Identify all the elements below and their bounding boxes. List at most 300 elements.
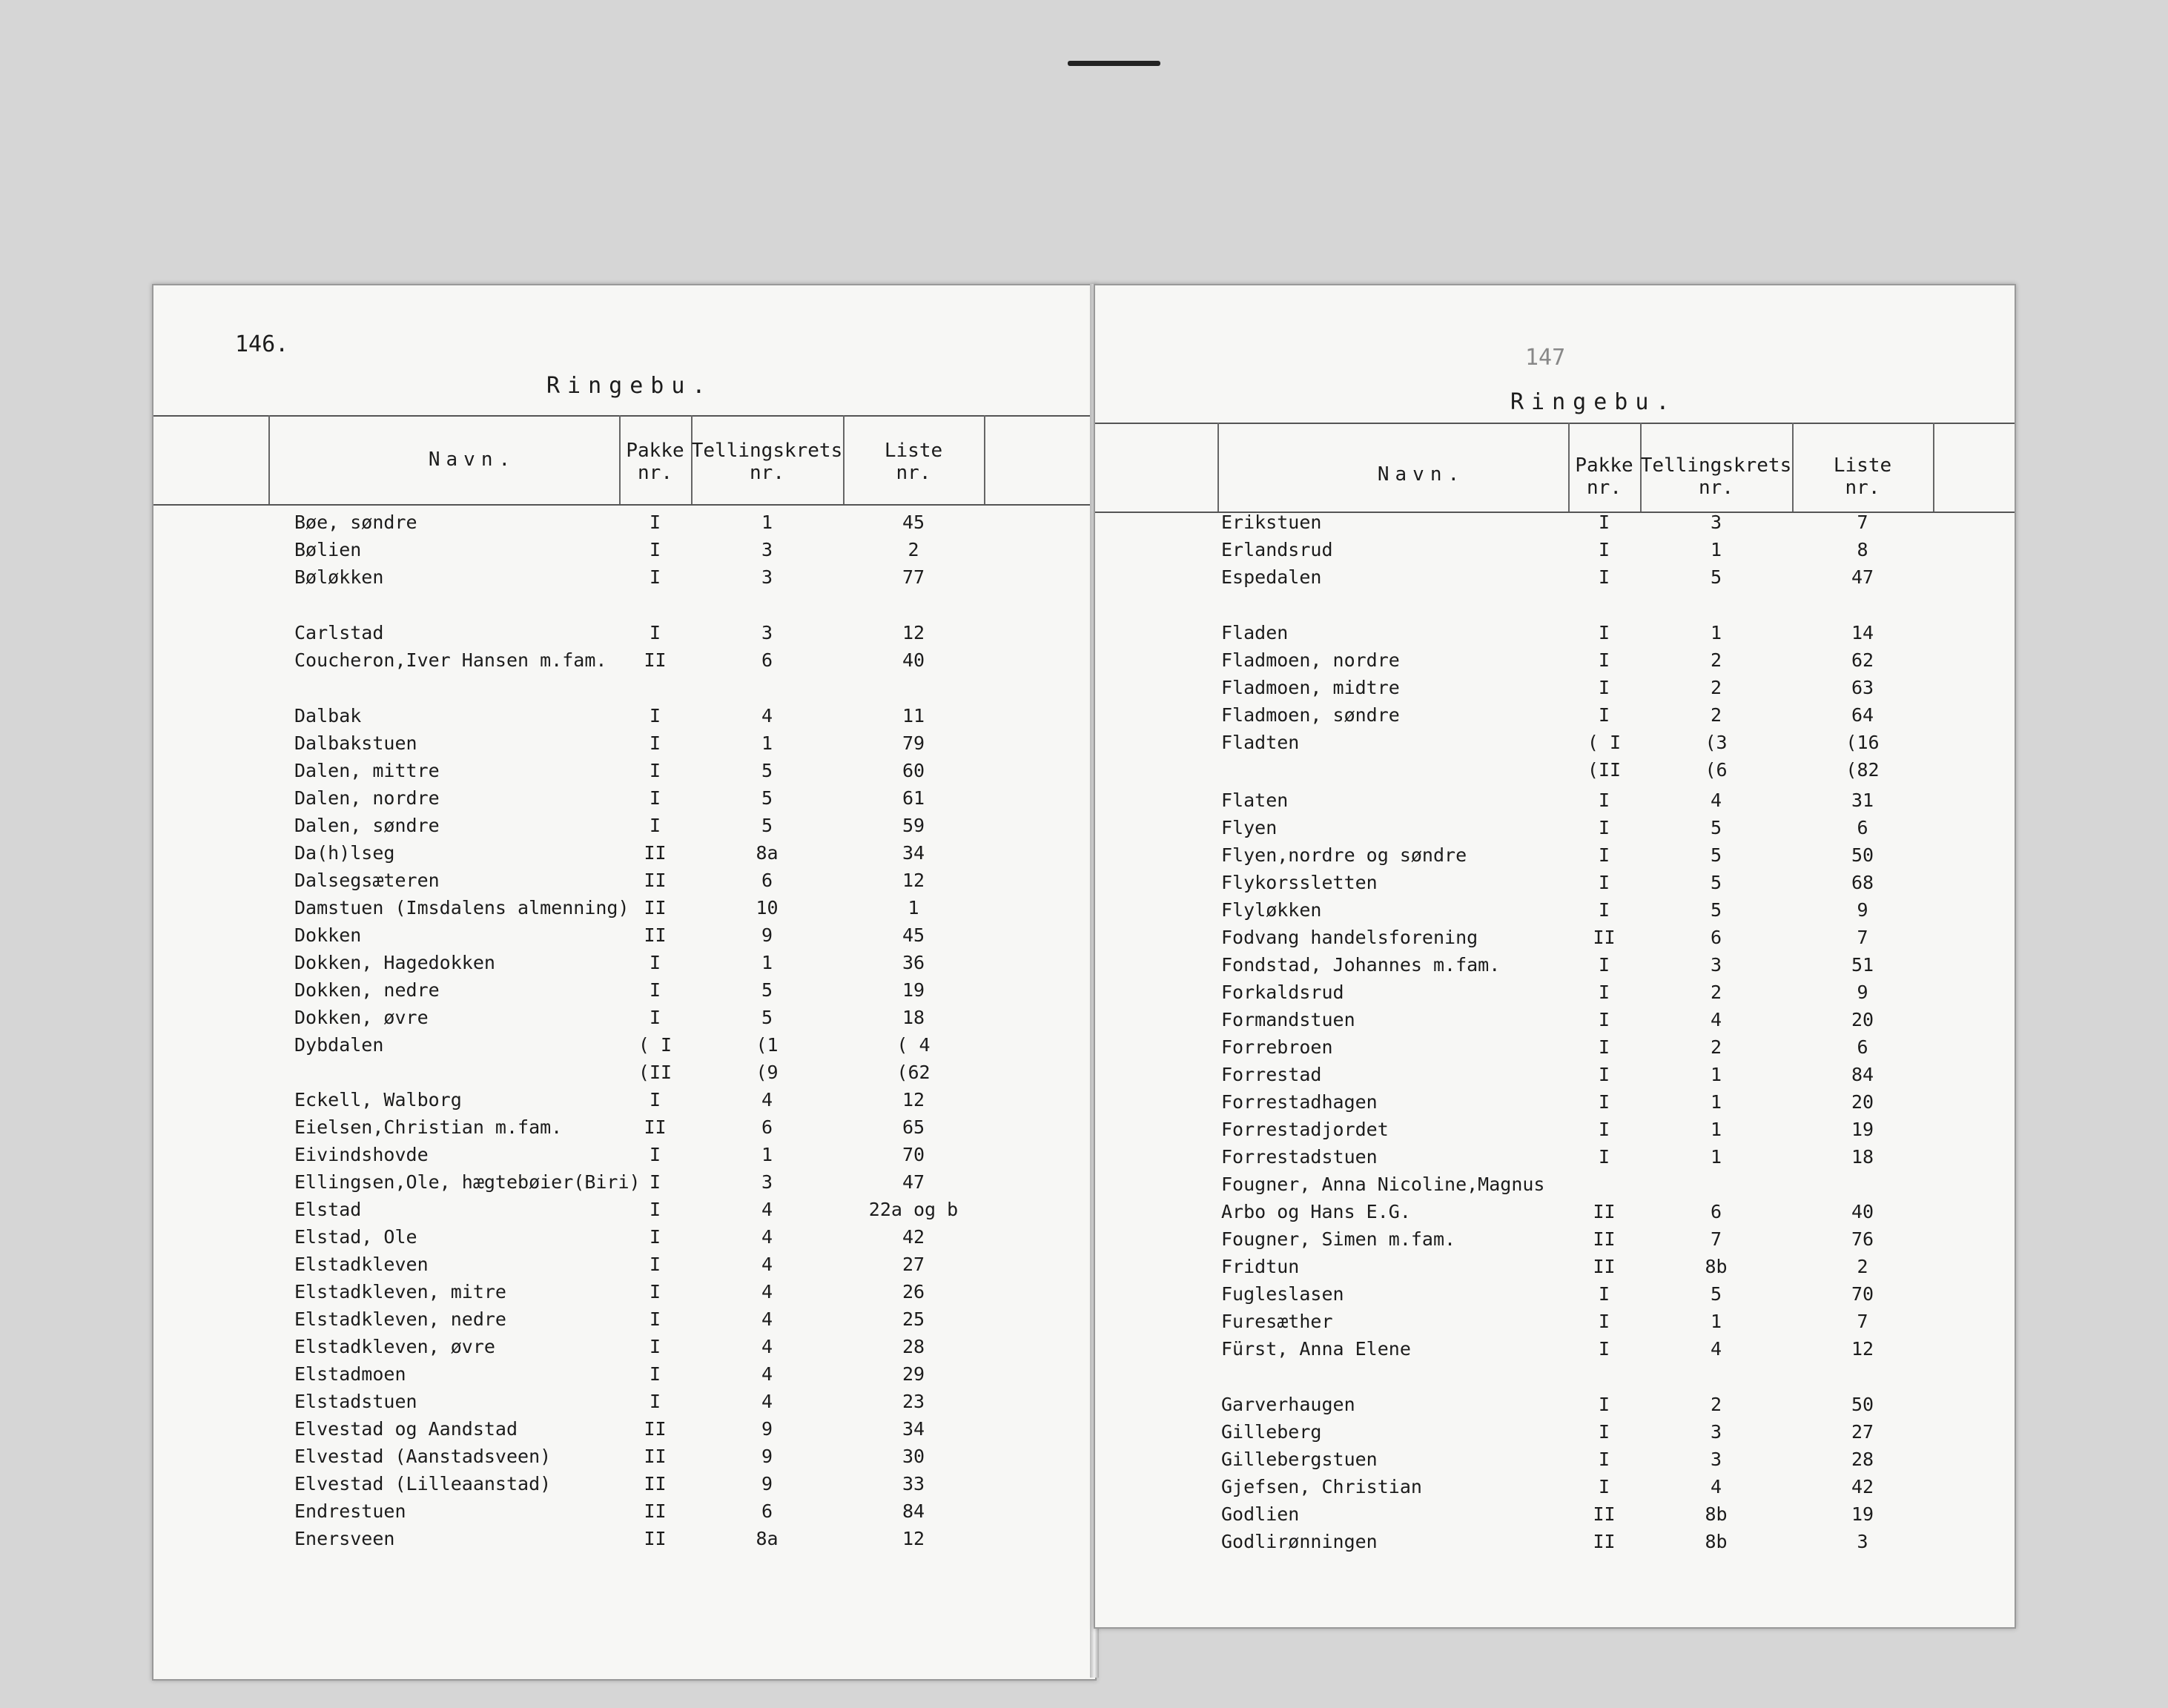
- table-row: [1095, 1174, 2015, 1200]
- table-row: [153, 1199, 1095, 1225]
- table-row: [1095, 899, 2015, 926]
- liste-cell: 2: [1857, 1256, 1868, 1277]
- pakke-cell: I: [1598, 790, 1610, 811]
- liste-cell: 27: [1851, 1421, 1874, 1443]
- krets-cell: (3: [1705, 732, 1728, 753]
- table-row: [153, 952, 1095, 979]
- krets-cell: 2: [1710, 677, 1722, 698]
- table-row: [1095, 1009, 2015, 1036]
- pakke-cell: I: [649, 1254, 661, 1275]
- pakke-cell: II: [644, 897, 667, 918]
- header-tellingskrets: Tellingskrets nr.: [1640, 454, 1792, 499]
- table-row: [153, 1446, 1095, 1472]
- table-row: [1095, 732, 2015, 758]
- krets-cell: 2: [1710, 982, 1722, 1003]
- table-row: [1095, 872, 2015, 898]
- name-cell: Fladmoen, søndre: [1221, 704, 1400, 726]
- liste-cell: 79: [902, 732, 925, 754]
- pakke-cell: I: [649, 1226, 661, 1248]
- liste-cell: 12: [902, 622, 925, 643]
- name-cell: Carlstad: [294, 622, 384, 643]
- name-cell: Bøløkken: [294, 566, 384, 588]
- liste-cell: 19: [902, 979, 925, 1001]
- name-cell: Garverhaugen: [1221, 1394, 1355, 1415]
- table-row: [153, 1062, 1095, 1088]
- table-row: [153, 924, 1095, 951]
- pakke-cell: I: [1598, 1119, 1610, 1140]
- name-cell: Fugleslasen: [1221, 1283, 1344, 1305]
- pakke-cell: I: [649, 1144, 661, 1165]
- table-row: [153, 1254, 1095, 1280]
- book-spread: [152, 284, 2072, 1678]
- page-number: 146.: [235, 331, 289, 357]
- table-row: [1095, 1394, 2015, 1420]
- table-row: [1095, 1146, 2015, 1173]
- krets-cell: 8b: [1705, 1503, 1728, 1525]
- name-cell: Dokken, nedre: [294, 979, 440, 1001]
- column-rule: [984, 415, 985, 504]
- name-cell: Godlirønningen: [1221, 1531, 1378, 1552]
- right-page: [1094, 284, 2016, 1629]
- pakke-cell: I: [1598, 1064, 1610, 1085]
- table-row: [1095, 566, 2015, 593]
- liste-cell: 47: [1851, 566, 1874, 588]
- liste-cell: 19: [1851, 1503, 1874, 1525]
- krets-cell: 5: [761, 787, 773, 809]
- krets-cell: 9: [761, 1446, 773, 1467]
- scan-mark: [1068, 61, 1160, 66]
- liste-cell: 28: [1851, 1449, 1874, 1470]
- table-row: [1095, 954, 2015, 981]
- name-cell: Forkaldsrud: [1221, 982, 1344, 1003]
- liste-cell: 61: [902, 787, 925, 809]
- liste-cell: 42: [902, 1226, 925, 1248]
- pakke-cell: I: [649, 815, 661, 836]
- liste-cell: (16: [1845, 732, 1880, 753]
- liste-cell: 7: [1857, 927, 1868, 948]
- header-tellingskrets: Tellingskrets nr.: [691, 440, 843, 484]
- table-row: [1095, 1091, 2015, 1118]
- table-row: [1095, 512, 2015, 538]
- pakke-cell: I: [649, 979, 661, 1001]
- table-row: [1095, 1421, 2015, 1448]
- pakke-cell: II: [644, 870, 667, 891]
- krets-cell: 9: [761, 1473, 773, 1494]
- liste-cell: 12: [1851, 1338, 1874, 1360]
- liste-cell: 70: [1851, 1283, 1874, 1305]
- pakke-cell: I: [1598, 872, 1610, 893]
- name-cell: Elstadstuen: [294, 1391, 417, 1412]
- krets-cell: (9: [756, 1062, 779, 1083]
- pakke-cell: II: [644, 1446, 667, 1467]
- krets-cell: 5: [1710, 566, 1722, 588]
- name-cell: Flyløkken: [1221, 899, 1322, 921]
- krets-cell: 4: [761, 1199, 773, 1220]
- header-navn: Navn.: [428, 448, 517, 471]
- pakke-cell: I: [1598, 899, 1610, 921]
- krets-cell: 6: [761, 649, 773, 671]
- name-cell: Erikstuen: [1221, 512, 1322, 533]
- krets-cell: 2: [1710, 1036, 1722, 1058]
- name-cell: Dokken: [294, 924, 362, 946]
- liste-cell: (82: [1845, 759, 1880, 781]
- name-cell: Fladen: [1221, 622, 1289, 643]
- liste-cell: 9: [1857, 982, 1868, 1003]
- krets-cell: 1: [1710, 1146, 1722, 1168]
- name-cell: Elvestad (Lilleaanstad): [294, 1473, 552, 1494]
- header-pakke: Pakke nr.: [626, 440, 684, 484]
- pakke-cell: I: [1598, 982, 1610, 1003]
- table-row: [1095, 817, 2015, 844]
- name-cell: Forrestadhagen: [1221, 1091, 1378, 1113]
- liste-cell: 26: [902, 1281, 925, 1302]
- table-row: [1095, 704, 2015, 731]
- table-row: [153, 1171, 1095, 1198]
- liste-cell: 47: [902, 1171, 925, 1193]
- liste-cell: 29: [902, 1363, 925, 1385]
- name-cell: Da(h)lseg: [294, 842, 395, 864]
- krets-cell: 4: [1710, 790, 1722, 811]
- table-row: [153, 566, 1095, 593]
- table-row: [1095, 759, 2015, 786]
- pakke-cell: II: [644, 842, 667, 864]
- table-row: [153, 622, 1095, 649]
- krets-cell: 4: [761, 1281, 773, 1302]
- liste-cell: 50: [1851, 1394, 1874, 1415]
- header-liste: Liste nr.: [1833, 454, 1892, 499]
- krets-cell: 4: [761, 1336, 773, 1357]
- header-top-rule: [153, 415, 1095, 417]
- pakke-cell: I: [1598, 1476, 1610, 1497]
- pakke-cell: I: [649, 1281, 661, 1302]
- krets-cell: 1: [761, 952, 773, 973]
- liste-cell: 84: [1851, 1064, 1874, 1085]
- table-row: [1095, 1119, 2015, 1145]
- liste-cell: 2: [908, 539, 919, 560]
- table-row: [153, 760, 1095, 787]
- pakke-cell: I: [1598, 1009, 1610, 1030]
- table-row: [1095, 844, 2015, 871]
- krets-cell: 5: [761, 1007, 773, 1028]
- name-cell: Flykorssletten: [1221, 872, 1378, 893]
- table-row: [1095, 539, 2015, 566]
- table-row: [153, 1391, 1095, 1417]
- krets-cell: 8a: [756, 1528, 779, 1549]
- name-cell: Forrestad: [1221, 1064, 1322, 1085]
- name-cell: Dalen, nordre: [294, 787, 440, 809]
- name-cell: Dokken, øvre: [294, 1007, 429, 1028]
- liste-cell: 12: [902, 1528, 925, 1549]
- table-row: [153, 1144, 1095, 1171]
- table-row: [1095, 790, 2015, 816]
- name-cell: Elstad, Ole: [294, 1226, 417, 1248]
- liste-cell: 30: [902, 1446, 925, 1467]
- liste-cell: 12: [902, 870, 925, 891]
- pakke-cell: I: [1598, 1036, 1610, 1058]
- pakke-cell: ( I: [638, 1034, 672, 1056]
- pakke-cell: I: [1598, 1394, 1610, 1415]
- liste-cell: 1: [908, 897, 919, 918]
- krets-cell: 6: [761, 870, 773, 891]
- krets-cell: 3: [1710, 1421, 1722, 1443]
- pakke-cell: II: [1593, 1228, 1616, 1250]
- table-row: [153, 1418, 1095, 1445]
- krets-cell: 1: [1710, 622, 1722, 643]
- pakke-cell: I: [649, 1336, 661, 1357]
- left-page: [152, 284, 1097, 1681]
- krets-cell: 5: [1710, 872, 1722, 893]
- pakke-cell: I: [649, 1007, 661, 1028]
- pakke-cell: I: [649, 732, 661, 754]
- name-cell: Elvestad (Aanstadsveen): [294, 1446, 552, 1467]
- table-row: [1095, 1338, 2015, 1365]
- liste-cell: 45: [902, 512, 925, 533]
- name-cell: Elvestad og Aandstad: [294, 1418, 518, 1440]
- krets-cell: 2: [1710, 649, 1722, 671]
- pakke-cell: I: [1598, 1449, 1610, 1470]
- name-cell: Erlandsrud: [1221, 539, 1333, 560]
- name-cell: Endrestuen: [294, 1500, 406, 1522]
- name-cell: Coucheron,Iver Hansen m.fam.: [294, 649, 607, 671]
- krets-cell: 6: [1710, 927, 1722, 948]
- liste-cell: ( 4: [896, 1034, 931, 1056]
- krets-cell: 3: [1710, 512, 1722, 533]
- krets-cell: 5: [761, 815, 773, 836]
- name-cell: Bølien: [294, 539, 362, 560]
- table-row: [153, 649, 1095, 676]
- name-cell: Bøe, søndre: [294, 512, 417, 533]
- table-row: [1095, 677, 2015, 704]
- table-row: [1095, 1311, 2015, 1337]
- table-row: [153, 870, 1095, 896]
- table-row: [153, 1281, 1095, 1308]
- table-row: [153, 539, 1095, 566]
- liste-cell: 59: [902, 815, 925, 836]
- krets-cell: 1: [1710, 1091, 1722, 1113]
- header-bottom-rule: [153, 504, 1095, 506]
- column-rule: [1217, 423, 1219, 512]
- pakke-cell: I: [649, 1363, 661, 1385]
- pakke-cell: II: [1593, 1256, 1616, 1277]
- pakke-cell: (II: [638, 1062, 672, 1083]
- krets-cell: 5: [1710, 817, 1722, 838]
- krets-cell: 10: [756, 897, 779, 918]
- pakke-cell: I: [1598, 1311, 1610, 1332]
- liste-cell: 77: [902, 566, 925, 588]
- pakke-cell: I: [1598, 704, 1610, 726]
- name-cell: Forrebroen: [1221, 1036, 1333, 1058]
- liste-cell: 63: [1851, 677, 1874, 698]
- name-cell: Fougner, Simen m.fam.: [1221, 1228, 1456, 1250]
- liste-cell: 7: [1857, 1311, 1868, 1332]
- pakke-cell: I: [1598, 817, 1610, 838]
- krets-cell: 8a: [756, 842, 779, 864]
- pakke-cell: I: [1598, 539, 1610, 560]
- krets-cell: 4: [761, 1363, 773, 1385]
- krets-cell: 2: [1710, 1394, 1722, 1415]
- krets-cell: 7: [1710, 1228, 1722, 1250]
- liste-cell: 19: [1851, 1119, 1874, 1140]
- pakke-cell: II: [1593, 1201, 1616, 1222]
- name-cell: Flyen,nordre og søndre: [1221, 844, 1467, 866]
- liste-cell: 20: [1851, 1009, 1874, 1030]
- krets-cell: 6: [761, 1116, 773, 1138]
- krets-cell: 9: [761, 924, 773, 946]
- table-row: [1095, 1036, 2015, 1063]
- liste-cell: 60: [902, 760, 925, 781]
- krets-cell: 1: [761, 732, 773, 754]
- table-row: [1095, 1476, 2015, 1503]
- name-cell: Elstadkleven, nedre: [294, 1308, 506, 1330]
- liste-cell: 3: [1857, 1531, 1868, 1552]
- name-cell: Gjefsen, Christian: [1221, 1476, 1422, 1497]
- pakke-cell: I: [1598, 954, 1610, 976]
- krets-cell: 4: [761, 1254, 773, 1275]
- pakke-cell: I: [1598, 1091, 1610, 1113]
- name-cell: Elstad: [294, 1199, 362, 1220]
- table-row: [153, 1528, 1095, 1555]
- name-cell: Godlien: [1221, 1503, 1300, 1525]
- table-row: [1095, 1228, 2015, 1255]
- liste-cell: 11: [902, 705, 925, 726]
- pakke-cell: I: [649, 760, 661, 781]
- pakke-cell: II: [644, 1528, 667, 1549]
- krets-cell: 5: [1710, 899, 1722, 921]
- krets-cell: 1: [1710, 1119, 1722, 1140]
- name-cell: Dokken, Hagedokken: [294, 952, 495, 973]
- liste-cell: 20: [1851, 1091, 1874, 1113]
- krets-cell: 8b: [1705, 1531, 1728, 1552]
- liste-cell: 40: [902, 649, 925, 671]
- liste-cell: 6: [1857, 817, 1868, 838]
- krets-cell: 5: [761, 760, 773, 781]
- krets-cell: 4: [761, 1226, 773, 1248]
- liste-cell: 65: [902, 1116, 925, 1138]
- table-row: [1095, 649, 2015, 676]
- name-cell: Elstadkleven: [294, 1254, 429, 1275]
- name-cell: Dalen, mittre: [294, 760, 440, 781]
- liste-cell: 18: [902, 1007, 925, 1028]
- name-cell: Damstuen (Imsdalens almenning): [294, 897, 629, 918]
- krets-cell: 3: [761, 1171, 773, 1193]
- table-row: [153, 1007, 1095, 1033]
- name-cell: Gillebergstuen: [1221, 1449, 1378, 1470]
- liste-cell: 31: [1851, 790, 1874, 811]
- krets-cell: 3: [761, 566, 773, 588]
- table-row: [153, 1363, 1095, 1390]
- krets-cell: 4: [761, 1391, 773, 1412]
- liste-cell: 68: [1851, 872, 1874, 893]
- name-cell: Furesæther: [1221, 1311, 1333, 1332]
- name-cell: Ellingsen,Ole, hægtebøier(Biri): [294, 1171, 641, 1193]
- name-cell: Fondstad, Johannes m.fam.: [1221, 954, 1501, 976]
- table-row: [1095, 622, 2015, 649]
- krets-cell: 4: [761, 1308, 773, 1330]
- liste-cell: 51: [1851, 954, 1874, 976]
- name-cell: Flyen: [1221, 817, 1278, 838]
- pakke-cell: I: [649, 1308, 661, 1330]
- pakke-cell: I: [1598, 566, 1610, 588]
- pakke-cell: II: [1593, 1531, 1616, 1552]
- name-cell: Fladmoen, midtre: [1221, 677, 1400, 698]
- table-row: [1095, 1064, 2015, 1090]
- liste-cell: 25: [902, 1308, 925, 1330]
- krets-cell: 1: [761, 512, 773, 533]
- table-row: [153, 1336, 1095, 1363]
- pakke-cell: I: [649, 1089, 661, 1110]
- pakke-cell: I: [1598, 1421, 1610, 1443]
- table-row: [153, 732, 1095, 759]
- pakke-cell: II: [644, 1418, 667, 1440]
- krets-cell: 1: [1710, 539, 1722, 560]
- table-row: [153, 1034, 1095, 1061]
- name-cell: Eivindshovde: [294, 1144, 429, 1165]
- name-cell: Fougner, Anna Nicoline,Magnus: [1221, 1174, 1545, 1195]
- table-row: [153, 1500, 1095, 1527]
- pakke-cell: ( I: [1587, 732, 1622, 753]
- table-row: [153, 897, 1095, 924]
- liste-cell: 42: [1851, 1476, 1874, 1497]
- pakke-cell: I: [1598, 622, 1610, 643]
- krets-cell: 5: [1710, 1283, 1722, 1305]
- table-row: [1095, 1201, 2015, 1228]
- krets-cell: 1: [1710, 1064, 1722, 1085]
- pakke-cell: I: [649, 705, 661, 726]
- name-cell: Fodvang handelsforening: [1221, 927, 1478, 948]
- name-cell: Elstadmoen: [294, 1363, 406, 1385]
- krets-cell: 3: [1710, 954, 1722, 976]
- name-cell: Eckell, Walborg: [294, 1089, 462, 1110]
- name-cell: Gilleberg: [1221, 1421, 1322, 1443]
- name-cell: Eielsen,Christian m.fam.: [294, 1116, 563, 1138]
- krets-cell: 1: [761, 1144, 773, 1165]
- pakke-cell: II: [644, 924, 667, 946]
- pakke-cell: I: [649, 952, 661, 973]
- liste-cell: 40: [1851, 1201, 1874, 1222]
- liste-cell: 14: [1851, 622, 1874, 643]
- krets-cell: 5: [1710, 844, 1722, 866]
- table-row: [153, 1308, 1095, 1335]
- name-cell: Dalbakstuen: [294, 732, 417, 754]
- liste-cell: 18: [1851, 1146, 1874, 1168]
- name-cell: Fridtun: [1221, 1256, 1300, 1277]
- table-row: [153, 979, 1095, 1006]
- krets-cell: 4: [761, 1089, 773, 1110]
- krets-cell: 2: [1710, 704, 1722, 726]
- pakke-cell: I: [649, 512, 661, 533]
- table-row: [1095, 927, 2015, 953]
- krets-cell: 3: [761, 539, 773, 560]
- pakke-cell: I: [649, 566, 661, 588]
- liste-cell: 84: [902, 1500, 925, 1522]
- name-cell: Dalsegsæteren: [294, 870, 440, 891]
- pakke-cell: I: [1598, 844, 1610, 866]
- name-cell: Flaten: [1221, 790, 1289, 811]
- krets-cell: (6: [1705, 759, 1728, 781]
- pakke-cell: II: [1593, 927, 1616, 948]
- table-row: [153, 842, 1095, 869]
- table-row: [153, 1226, 1095, 1253]
- krets-cell: 8b: [1705, 1256, 1728, 1277]
- pakke-cell: II: [644, 1473, 667, 1494]
- liste-cell: 64: [1851, 704, 1874, 726]
- table-row: [153, 1116, 1095, 1143]
- name-cell: Forrestadstuen: [1221, 1146, 1378, 1168]
- table-row: [153, 787, 1095, 814]
- header-navn: Navn.: [1377, 463, 1466, 486]
- krets-cell: 5: [761, 979, 773, 1001]
- table-row: [1095, 1531, 2015, 1558]
